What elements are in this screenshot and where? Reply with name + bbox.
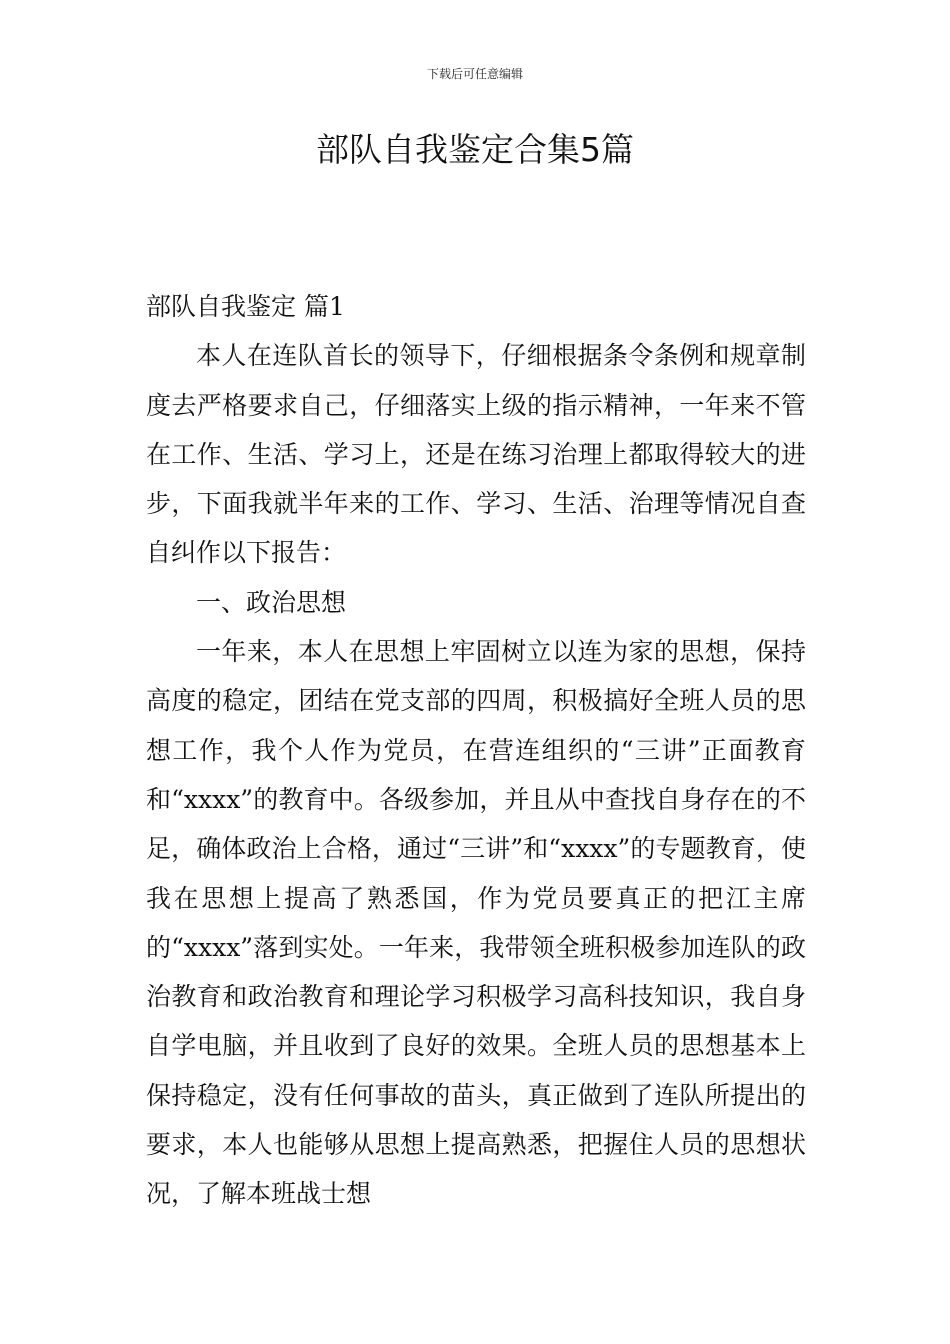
document-body [146, 282, 806, 1219]
subheading-politics: 一、政治思想 [196, 587, 347, 617]
document-title: 部队自我鉴定合集5篇 [316, 130, 634, 169]
paragraph-intro: 本人在连队首长的领导下，仔细根据条令条例和规章制度去严格要求自己，仔细落实上级的指示精神，一年来不管在工作、生活、学习上，还是在练习治理上都取得较大的进步，下面我就半年来的工作、学习、生活、治理等情况自查自纠作以下报告： [146, 341, 806, 568]
paragraph-politics: 一年来，本人在思想上牢固树立以连为家的思想，保持高度的稳定，团结在党支部的四周，积极搞好全班人员的思想工作，我个人作为党员，在营连组织的“三讲”正面教育和“xxxx”的教育中。各级参加，并且从中查找自身存在的不足，确体政治上合格，通过“三讲”和“xxxx”的专题教育，使我在思想上提高了熟悉国，作为党员要真正的把江主席的“xxxx”落到实处。一年来，我带领全班积极参加连队的政治教育和政治教育和理论学习积极学习高科技知识，我自身自学电脑，并且收到了良好的效果。全班人员的思想基本上保持稳定，没有任何事故的苗头，真正做到了连队所提出的要求，本人也能够从思想上提高熟悉，把握住人员的思想状况，了解本班战士想 [146, 637, 806, 1209]
header-note: 下载后可任意编辑 [426, 67, 523, 81]
section-heading: 部队自我鉴定 篇1 [146, 292, 345, 321]
